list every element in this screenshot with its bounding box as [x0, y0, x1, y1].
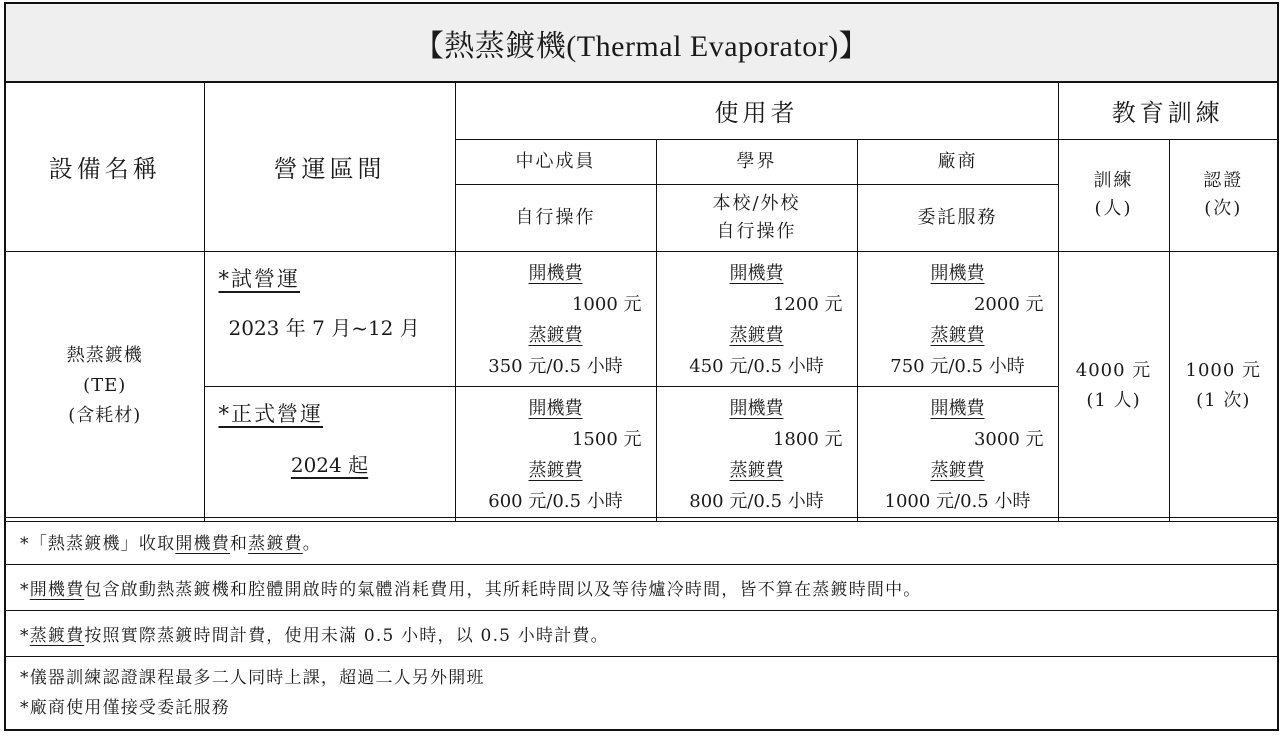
note-term: 開機費	[175, 533, 230, 554]
certification-unit: (1 次)	[1196, 390, 1251, 411]
fee-label: 蒸鍍費	[930, 459, 985, 481]
period-trial-label: *試營運	[218, 266, 300, 291]
equipment-code: (TE)	[83, 375, 127, 396]
header-school-line1: 本校/外校	[712, 192, 801, 214]
training-fee: 4000 元	[1075, 360, 1152, 381]
note-term: 開機費	[29, 580, 85, 600]
note-vendor: *廠商使用僅接受委託服務	[20, 698, 230, 718]
pricing-sheet	[4, 2, 1279, 731]
fee-label: 蒸鍍費	[528, 324, 583, 346]
period-trial	[204, 251, 455, 386]
fee-amount: 1500 元	[571, 428, 642, 450]
certification-fee-cell	[1169, 251, 1277, 521]
header-academia: 學界	[656, 139, 857, 184]
note-text: 和	[229, 533, 249, 554]
fee-amount: 350 元/0.5 小時	[488, 355, 623, 377]
header-users: 使用者	[455, 83, 1058, 139]
fee-amount: 1200 元	[772, 293, 843, 315]
fee-amount: 1000 元	[571, 293, 642, 315]
header-school-operate	[656, 184, 857, 251]
fee-label: 蒸鍍費	[528, 459, 583, 481]
note-text: *	[20, 626, 30, 646]
note-text: *	[20, 580, 30, 600]
fee-label: 開機費	[729, 262, 784, 284]
training-unit: (1 人)	[1086, 390, 1141, 411]
fee-amount: 3000 元	[973, 428, 1044, 450]
header-training-unit: (人)	[1094, 198, 1133, 219]
fee-label: 蒸鍍費	[729, 324, 784, 346]
equipment-note: (含耗材)	[68, 405, 142, 426]
header-commissioned: 委託服務	[857, 184, 1058, 251]
note-training-vendor	[6, 656, 1277, 729]
header-training-label: 訓練	[1093, 170, 1134, 191]
fee-trial-vendor	[857, 251, 1058, 386]
header-education: 教育訓練	[1058, 83, 1277, 139]
note-evaporation-fee	[6, 610, 1277, 656]
equipment-name: 熱蒸鍍機	[66, 345, 143, 366]
header-certification	[1169, 139, 1277, 251]
note-text: 。	[302, 533, 321, 554]
fee-formal-center	[455, 386, 656, 521]
fee-amount: 1800 元	[772, 428, 843, 450]
note-startup-fee	[6, 564, 1277, 610]
fee-amount: 450 元/0.5 小時	[689, 355, 824, 377]
note-fee-types	[6, 517, 1277, 564]
header-vendor: 廠商	[857, 139, 1058, 184]
header-center-member: 中心成員	[455, 139, 656, 184]
fee-label: 蒸鍍費	[729, 459, 784, 481]
header-cert-label: 認證	[1203, 170, 1244, 191]
header-equipment-name: 設備名稱	[6, 83, 204, 251]
fee-label: 開機費	[729, 397, 784, 419]
header-operation-period: 營運區間	[204, 83, 455, 251]
period-formal	[204, 386, 455, 521]
period-formal-label: *正式營運	[218, 401, 323, 426]
fee-amount: 800 元/0.5 小時	[689, 490, 824, 512]
fee-label: 開機費	[930, 397, 985, 419]
fee-label: 開機費	[528, 397, 583, 419]
note-training: *儀器訓練認證課程最多二人同時上課，超過二人另外開班	[20, 668, 485, 688]
fee-label: 開機費	[930, 262, 985, 284]
period-formal-date: 2024 起	[290, 452, 369, 477]
note-text: 按照實際蒸鍍時間計費，使用未滿 0.5 小時，以 0.5 小時計費。	[84, 626, 609, 646]
fee-label: 蒸鍍費	[930, 324, 985, 346]
fee-trial-academia	[656, 251, 857, 386]
page-title: 【熱蒸鍍機(Thermal Evaporator)】	[6, 4, 1277, 83]
header-self-operate: 自行操作	[455, 184, 656, 251]
certification-fee: 1000 元	[1185, 360, 1262, 381]
fee-formal-vendor	[857, 386, 1058, 521]
header-school-line2: 自行操作	[716, 220, 797, 242]
pricing-table	[6, 83, 1277, 522]
fee-amount: 750 元/0.5 小時	[890, 355, 1025, 377]
fee-amount: 600 元/0.5 小時	[488, 490, 623, 512]
fee-amount: 1000 元/0.5 小時	[884, 490, 1031, 512]
fee-label: 開機費	[528, 262, 583, 284]
header-cert-unit: (次)	[1204, 198, 1243, 219]
fee-amount: 2000 元	[973, 293, 1044, 315]
header-training	[1058, 139, 1169, 251]
note-text: 包含啟動熱蒸鍍機和腔體開啟時的氣體消耗費用，其所耗時間以及等待爐冷時間，皆不算在蒸鍍時間中。	[84, 580, 922, 600]
note-term: 蒸鍍費	[248, 533, 303, 554]
note-term: 蒸鍍費	[29, 626, 85, 646]
period-trial-date: 2023 年 7 月~12 月	[228, 315, 420, 340]
training-fee-cell	[1058, 251, 1169, 521]
fee-trial-center	[455, 251, 656, 386]
note-text: *「熱蒸鍍機」收取	[20, 533, 176, 554]
fee-formal-academia	[656, 386, 857, 521]
equipment-name-cell	[6, 251, 204, 521]
